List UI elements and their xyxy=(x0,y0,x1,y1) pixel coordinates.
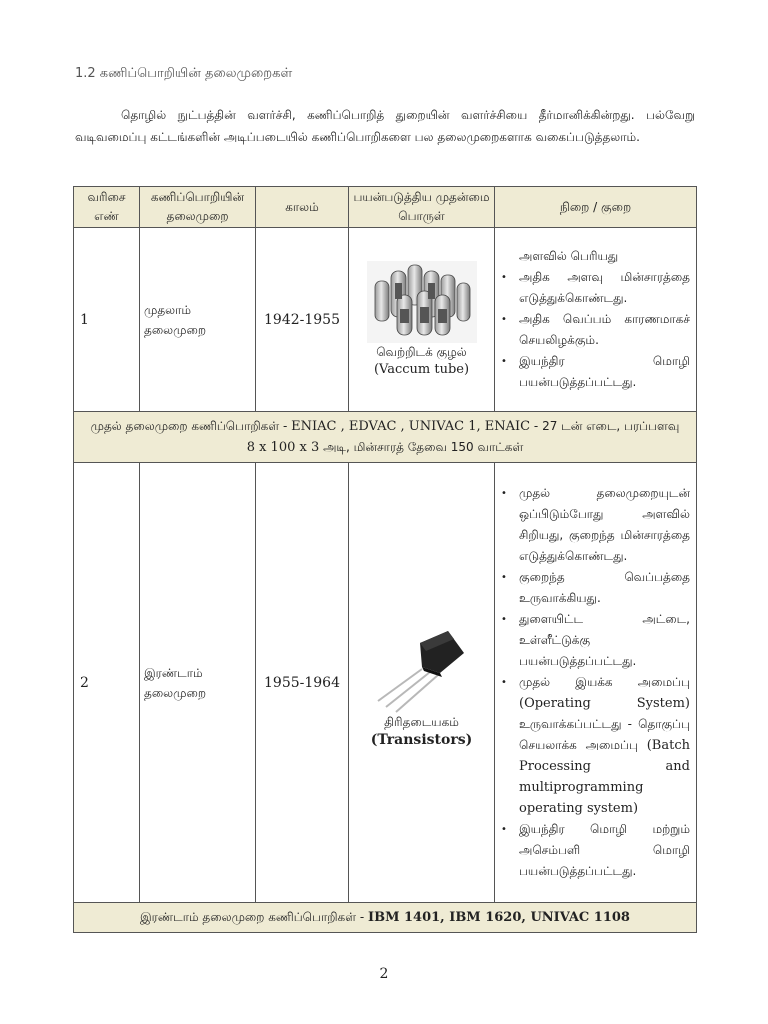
merit-text-en: (Batch Processing and multiprogramming operating system) xyxy=(519,738,690,816)
row-merits xyxy=(495,463,697,903)
summary-cell xyxy=(74,412,697,463)
row-generation: இரண்டாம் தலைமுறை xyxy=(140,463,256,903)
row-merits xyxy=(495,228,697,412)
merit-item: அளவில் பெரியது xyxy=(519,249,619,263)
row-serial: 2 xyxy=(74,463,140,903)
table-row xyxy=(74,228,697,412)
merit-item xyxy=(519,672,690,819)
summary-text: அடி, மின்சாரத் தேவை 150 வாட்கள் xyxy=(319,440,524,454)
table-row xyxy=(74,463,697,903)
summary-text: முதல் தலைமுறை கணிப்பொறிகள் - xyxy=(90,419,292,433)
merit-item: • குறைந்த வெப்பத்தை உருவாக்கியது. xyxy=(519,567,690,609)
merit-item: • இயந்திர மொழி பயன்படுத்தப்பட்டது. xyxy=(519,351,690,393)
row-material xyxy=(349,463,495,903)
summary-row xyxy=(74,903,697,933)
summary-text: இரண்டாம் தலைமுறை கணிப்பொறிகள் - xyxy=(140,910,369,924)
material-caption-en: (Vaccum tube) xyxy=(373,361,470,377)
summary-dimensions: 8 x 100 x 3 xyxy=(246,440,320,455)
summary-computers: ENIAC , EDVAC , UNIVAC 1, ENAIC xyxy=(291,419,531,434)
merit-text: முதல் இயக்க அமைப்பு xyxy=(519,675,690,689)
section-heading: 1.2 கணிப்பொறியின் தலைமுறைகள் xyxy=(75,66,293,81)
material-caption-ta: வெற்றிடக் குழல் xyxy=(376,344,467,359)
summary-text: - 27 டன் எடை, பரப்பளவு xyxy=(530,419,680,433)
header-serial: வரிசை எண் xyxy=(74,187,140,228)
summary-computers: IBM 1401, IBM 1620, UNIVAC 1108 xyxy=(368,910,630,925)
table-header-row xyxy=(74,187,697,228)
vacuum-tubes-icon xyxy=(367,261,477,343)
merit-item: • இயந்திர மொழி மற்றும் அசெம்பளி மொழி பயன்படுத்தப்பட்டது. xyxy=(519,819,690,882)
header-merits: நிறை / குறை xyxy=(495,187,697,228)
header-period: காலம் xyxy=(256,187,349,228)
header-material: பயன்படுத்திய முதன்மை பொருள் xyxy=(349,187,495,228)
merit-item: • முதல் தலைமுறையுடன் ஒப்பிடும்போது அளவில் சிறியது, குறைந்த மின்சாரத்தை எடுத்துக்கொண்டது. xyxy=(519,483,690,567)
row-generation: முதலாம் தலைமுறை xyxy=(140,228,256,412)
row-material xyxy=(349,228,495,412)
intro-text: தொழில் நுட்பத்தின் வளர்ச்சி, கணிப்பொறித் துறையின் வளர்ச்சியை தீர்மானிக்கின்றது. பல்வேறு வடிவமைப்பு கட்டங்களின் அடிப்படையில் கணிப்பொறிகளை பல தலைமுறைகளாக வகைப்படுத்தலாம். xyxy=(75,108,695,144)
intro-paragraph xyxy=(75,104,695,148)
row-period: 1955-1964 xyxy=(256,463,349,903)
row-serial: 1 xyxy=(74,228,140,412)
transistor-icon xyxy=(370,617,474,713)
merit-text-en: (Operating System) xyxy=(519,696,690,711)
merit-item: • துளையிட்ட அட்டை, உள்ளீட்டுக்கு பயன்படுத்தப்பட்டது. xyxy=(519,609,690,672)
material-caption-en: (Transistors) xyxy=(370,731,473,748)
row-period: 1942-1955 xyxy=(256,228,349,412)
summary-cell xyxy=(74,903,697,933)
generations-table xyxy=(73,186,697,933)
header-generation: கணிப்பொறியின் தலைமுறை xyxy=(140,187,256,228)
merit-item: • அதிக அளவு மின்சாரத்தை எடுத்துக்கொண்டது. xyxy=(519,267,690,309)
summary-row xyxy=(74,412,697,463)
material-caption-ta: திரிதடையகம் xyxy=(384,714,459,729)
page-number: 2 xyxy=(379,966,389,982)
merit-text: உருவாக்கப்பட்டது - தொகுப்பு செயலாக்க அமைப்பு xyxy=(519,717,690,752)
merit-item: • அதிக வெப்பம் காரணமாகச் செயலிழக்கும். xyxy=(519,309,690,351)
